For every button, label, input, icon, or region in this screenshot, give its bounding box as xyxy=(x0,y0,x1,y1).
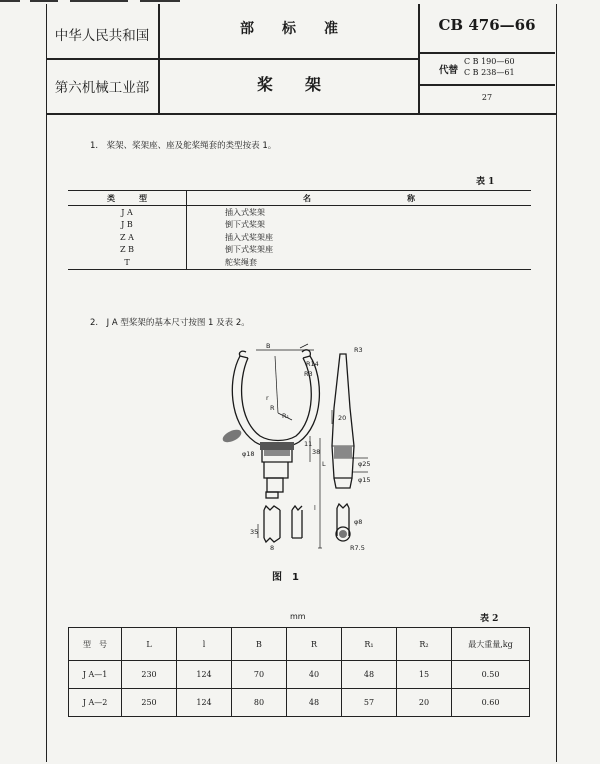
table2-label: 表 2 xyxy=(480,614,499,624)
dim-20: 20 xyxy=(338,414,347,422)
dim-R: R xyxy=(270,404,275,412)
type-name: 插入式桨架 xyxy=(225,207,265,217)
dim-R7.5: R7.5 xyxy=(350,544,365,552)
table-row xyxy=(69,661,530,689)
table-row xyxy=(68,256,531,269)
dim-38: 38 xyxy=(312,448,321,456)
table-row xyxy=(68,244,531,257)
clause-2: 2. J A 型桨架的基本尺寸按图 1 及表 2。 xyxy=(90,318,250,328)
header-R1: R₁ xyxy=(342,628,397,661)
type-code: Z A xyxy=(68,231,187,244)
type-code: T xyxy=(68,256,187,269)
cell-R1: 48 xyxy=(342,661,397,689)
figure-1-drawing xyxy=(200,338,390,558)
dim-phi15: φ15 xyxy=(358,476,371,484)
table-header-row xyxy=(69,628,530,661)
type-code: J A xyxy=(68,206,187,219)
cell-model: J A—2 xyxy=(69,689,122,717)
cell-R2: 15 xyxy=(397,661,452,689)
dim-phi8: φ8 xyxy=(354,518,363,526)
dim-8: 8 xyxy=(270,544,275,552)
table2-unit: mm xyxy=(290,612,306,621)
org-line-2: 第六机械工业部 xyxy=(54,80,150,96)
dimensions-table xyxy=(68,627,530,717)
standard-type: 部 标 准 xyxy=(240,21,338,37)
dim-R1: R₁ xyxy=(282,412,290,420)
header-model: 型 号 xyxy=(69,628,122,661)
dim-R3-shaft: R3 xyxy=(354,346,363,354)
types-table xyxy=(68,190,531,270)
type-code: J B xyxy=(68,219,187,232)
type-name: 倒下式桨架座 xyxy=(225,245,273,255)
cell-R2: 20 xyxy=(397,689,452,717)
header-name: 名 称 xyxy=(303,192,415,203)
header-R2: R₂ xyxy=(397,628,452,661)
header-max-weight: 最大重量,kg xyxy=(452,628,530,661)
standard-title: 桨 架 xyxy=(256,75,321,94)
header-l: l xyxy=(177,628,232,661)
cell-model: J A—1 xyxy=(69,661,122,689)
figure-caption: 图 1 xyxy=(272,572,299,583)
table-row xyxy=(69,689,530,717)
dim-r: r xyxy=(266,394,269,402)
header-R: R xyxy=(287,628,342,661)
dim-11: 11 xyxy=(304,440,313,448)
cell-R: 48 xyxy=(287,689,342,717)
header-B: B xyxy=(232,628,287,661)
table-row xyxy=(68,206,531,219)
type-name: 插入式桨架座 xyxy=(225,232,273,242)
cell-B: 70 xyxy=(232,661,287,689)
cell-L: 230 xyxy=(122,661,177,689)
cell-max-weight: 0.50 xyxy=(452,661,530,689)
weld-zone-shaft xyxy=(334,446,352,458)
weld-zone-upper xyxy=(260,442,294,450)
dim-R3-top: R3 xyxy=(304,370,313,378)
type-name: 舵桨绳套 xyxy=(225,257,257,267)
table1-label: 表 1 xyxy=(476,177,495,187)
org-line-1: 中华人民共和国 xyxy=(54,28,150,44)
rowlock-inner-arc xyxy=(242,358,312,441)
header-L: L xyxy=(122,628,177,661)
standard-code: CB 476—66 xyxy=(438,16,536,34)
weld-zone-left xyxy=(221,427,243,445)
replaces-label: 代替 xyxy=(439,65,459,76)
cell-B: 80 xyxy=(232,689,287,717)
page-number: 27 xyxy=(481,93,493,102)
cell-max-weight: 0.60 xyxy=(452,689,530,717)
table-row xyxy=(68,231,531,244)
dim-B: B xyxy=(266,342,271,350)
cell-l: 124 xyxy=(177,661,232,689)
dim-35: 35 xyxy=(250,528,259,536)
dim-L: L xyxy=(322,460,326,468)
dim-phi25: φ25 xyxy=(358,460,371,468)
dim-l: l xyxy=(314,504,316,512)
table-row xyxy=(68,219,531,232)
cell-l: 124 xyxy=(177,689,232,717)
replaces-code-1: C B 190—60 xyxy=(464,57,515,66)
clause-1: 1. 桨架、桨架座、座及舵桨绳套的类型按表 1。 xyxy=(90,141,277,151)
header-type: 类 型 xyxy=(68,191,187,206)
type-code: Z B xyxy=(68,244,187,257)
type-name: 倒下式桨架 xyxy=(225,220,265,230)
cell-R1: 57 xyxy=(342,689,397,717)
cell-R: 40 xyxy=(287,661,342,689)
dim-phi18: φ18 xyxy=(242,450,255,458)
dim-R14: R14 xyxy=(306,360,319,368)
cell-L: 250 xyxy=(122,689,177,717)
replaces-code-2: C B 238—61 xyxy=(464,68,515,77)
table-header-row xyxy=(68,191,531,206)
